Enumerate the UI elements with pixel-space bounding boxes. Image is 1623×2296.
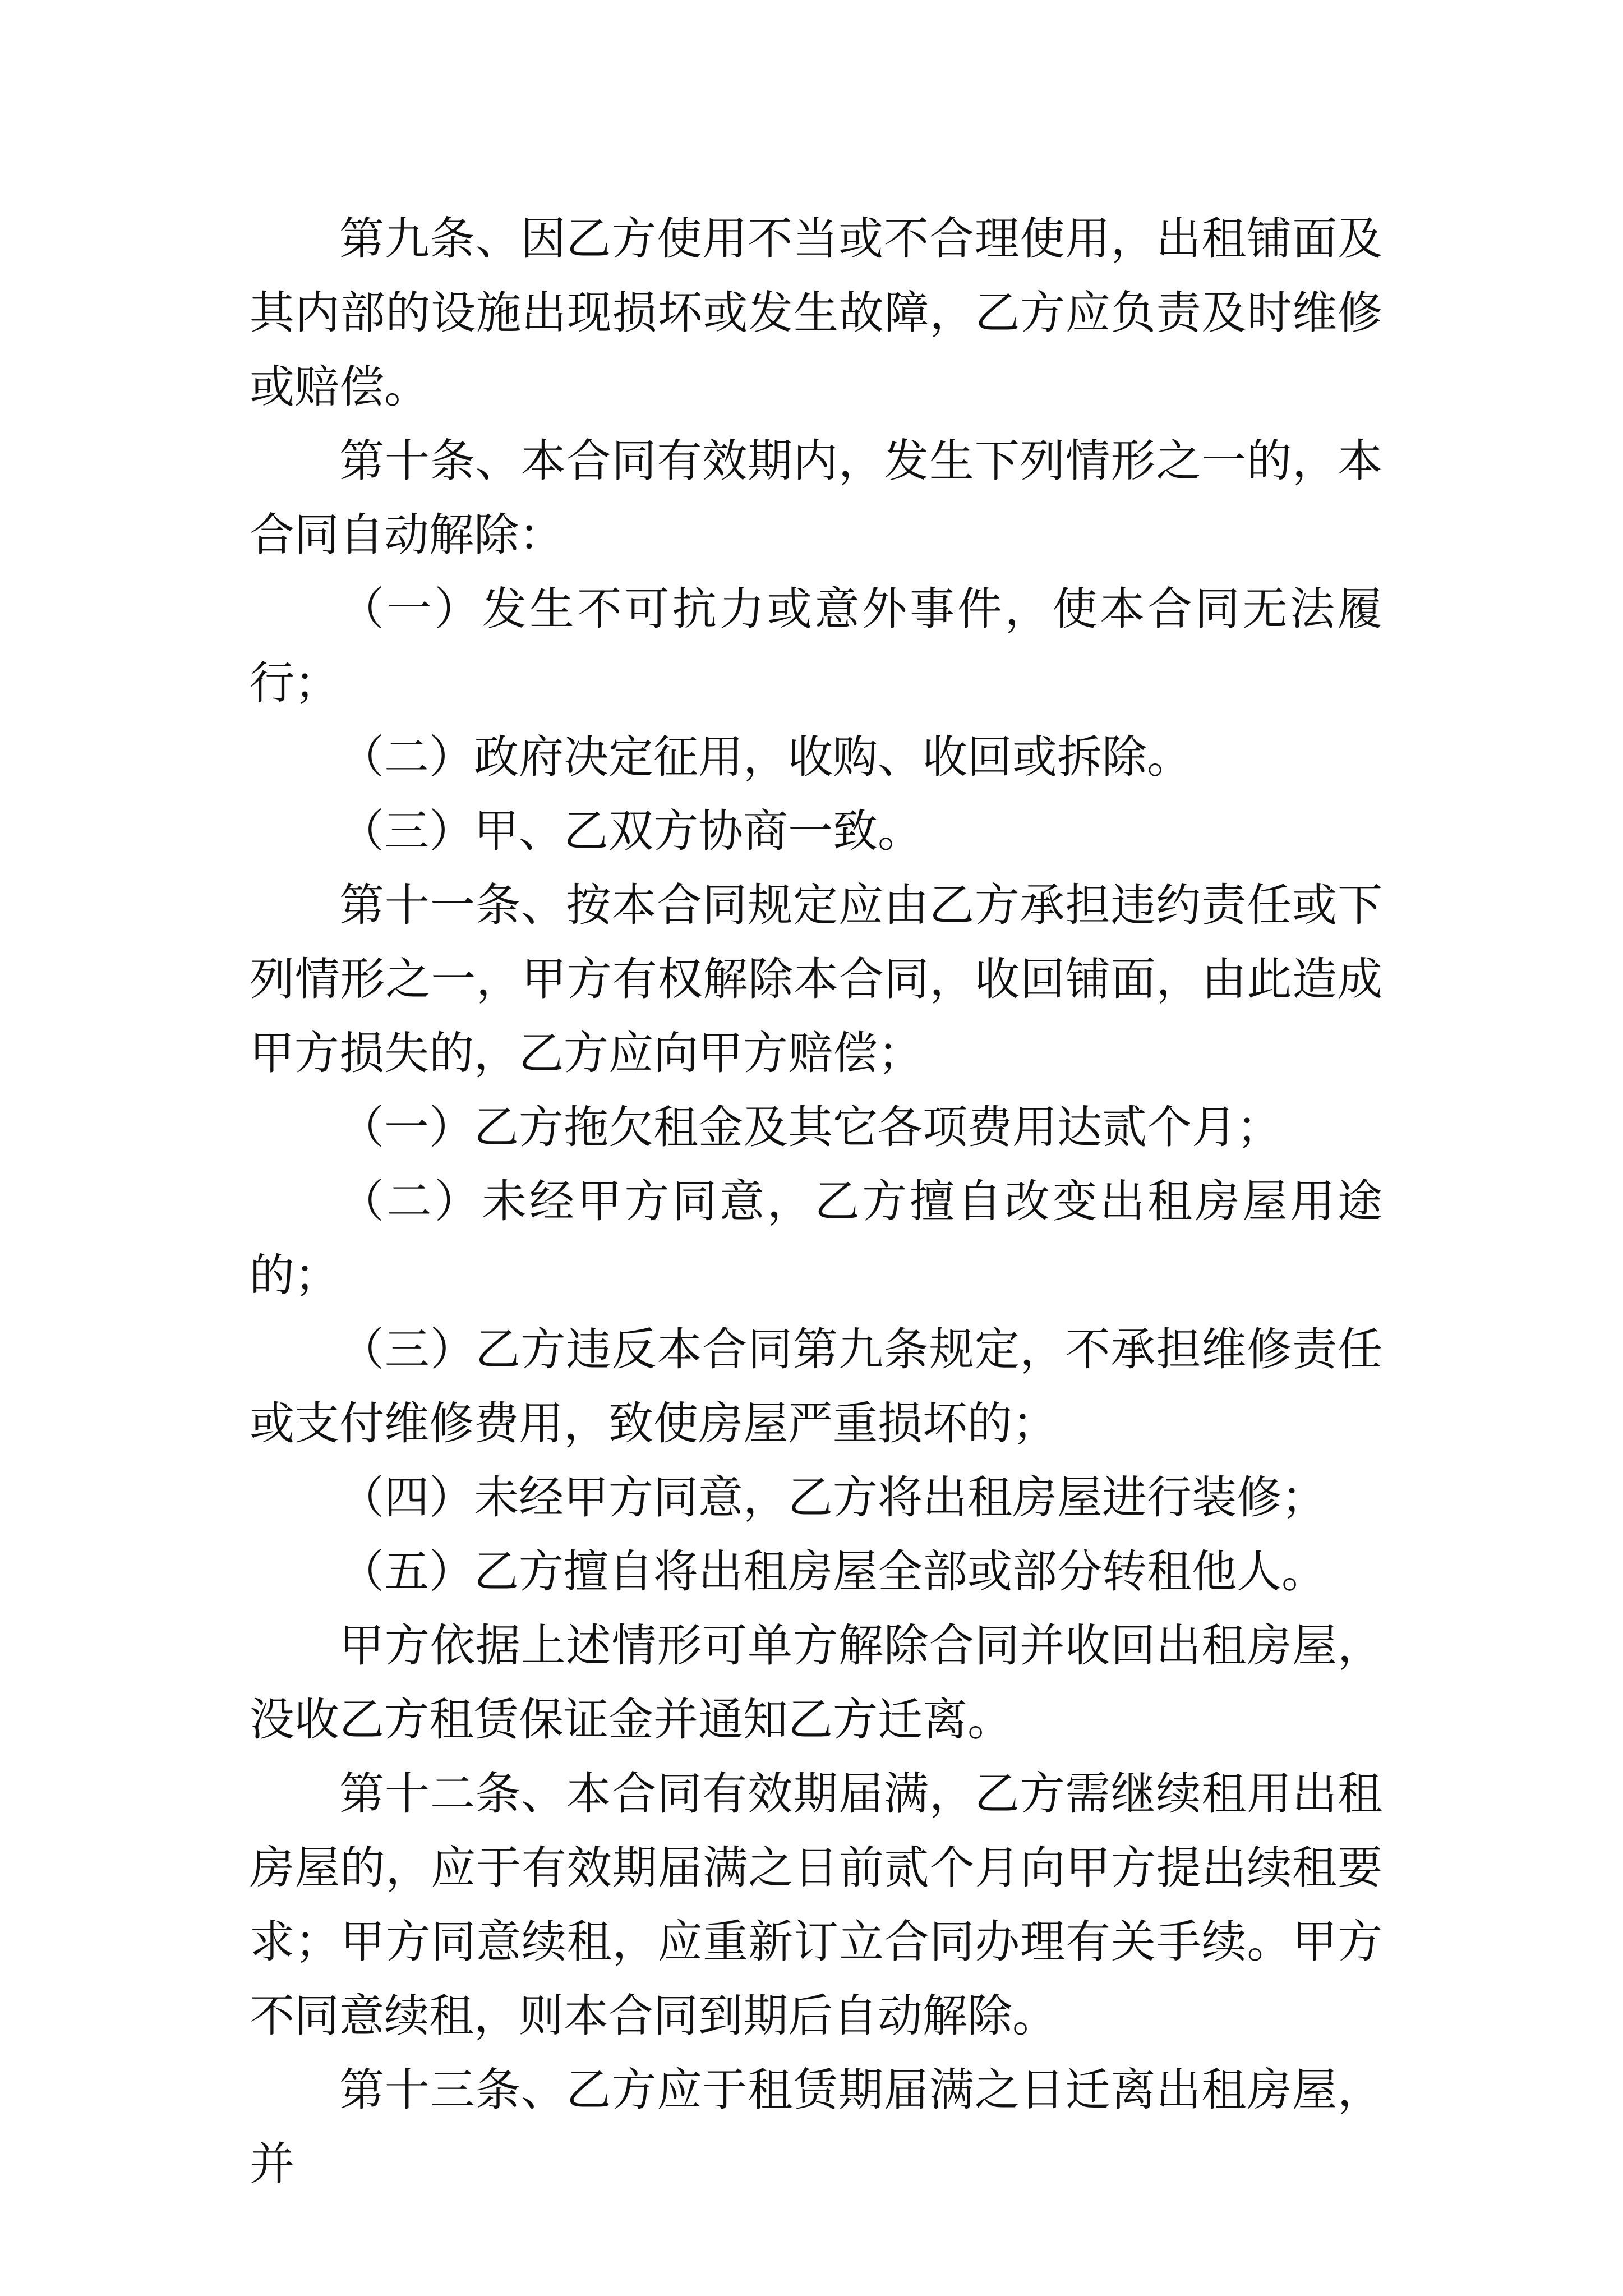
article-11-item-5: （五）乙方擅自将出租房屋全部或部分转租他人。	[339, 1545, 1326, 1598]
article-11-item-2: （二）未经甲方同意，乙方擅自改变出租房屋用途的；	[250, 1175, 1382, 1301]
article-11-note: 甲方依据上述情形可单方解除合同并收回出租房屋，没收乙方租赁保证金并通知乙方迁离。	[250, 1619, 1382, 1746]
article-11: 第十一条、按本合同规定应由乙方承担违约责任或下列情形之一，甲方有权解除本合同，收回铺面，由此造成甲方损失的，乙方应向甲方赔偿；	[250, 879, 1382, 1079]
article-12: 第十二条、本合同有效期届满，乙方需继续租用出租房屋的，应于有效期届满之日前贰个月向甲方提出续租要求；甲方同意续租，应重新订立合同办理有关手续。甲方不同意续租，则本合同到期后自动解除。	[250, 1768, 1382, 2042]
article-10-item-2: （二）政府决定征用，收购、收回或拆除。	[339, 731, 1192, 783]
article-10-item-3: （三）甲、乙双方协商一致。	[339, 805, 923, 857]
article-10-item-1: （一）发生不可抗力或意外事件，使本合同无法履行；	[250, 583, 1382, 709]
article-13: 第十三条、乙方应于租赁期届满之日迁离出租房屋，并	[250, 2064, 1382, 2190]
article-11-item-1: （一）乙方拖欠租金及其它各项费用达贰个月；	[339, 1101, 1281, 1153]
article-10: 第十条、本合同有效期内，发生下列情形之一的，本合同自动解除：	[250, 435, 1382, 561]
contract-body	[250, 202, 1382, 2201]
article-11-item-4: （四）未经甲方同意，乙方将出租房屋进行装修；	[339, 1471, 1326, 1524]
article-11-item-3: （三）乙方违反本合同第九条规定，不承担维修责任或支付维修费用，致使房屋严重损坏的；	[250, 1323, 1382, 1450]
article-9: 第九条、因乙方使用不当或不合理使用，出租铺面及其内部的设施出现损坏或发生故障，乙方应负责及时维修或赔偿。	[250, 213, 1382, 413]
